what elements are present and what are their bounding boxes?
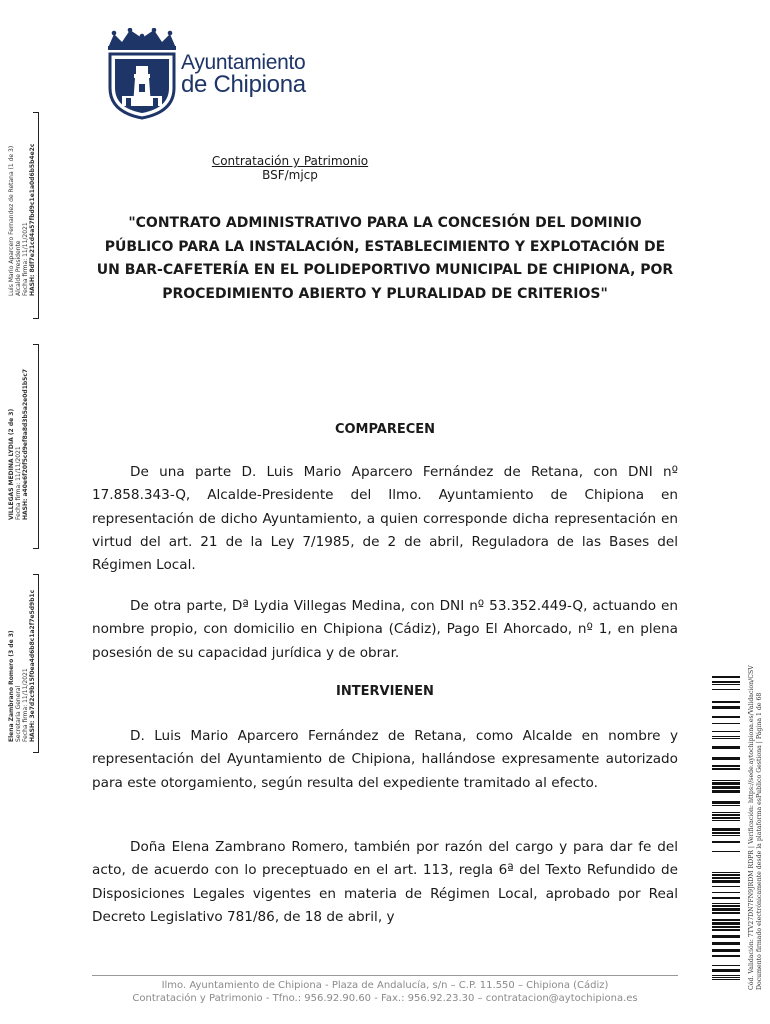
verification-text (748, 665, 764, 990)
signer-role: Secretaria General (15, 685, 22, 742)
paragraph-text: Doña Elena Zambrano Romero, también por razón del cargo y para dar fe del acto, de acuerdo con lo preceptuado en el art. 113, regla 6ª del Texto Refundido de Disposiciones Legales vigentes en materia de Régimen Local, aprobado por Real Decreto Legislativo 781/86, de 18 de abril, y (92, 839, 678, 925)
barcode-icon (712, 676, 740, 988)
paragraph-text: D. Luis Mario Aparcero Fernández de Retana, como Alcalde en nombre y representación del Ayuntamiento de Chipiona, hallándose expresamente autorizado para este otorgamiento, según resulta del expediente tramitado al efecto. (92, 728, 678, 791)
paragraph-intervienen-2 (92, 836, 678, 929)
signature-date: Fecha firma: 11/11/2021 (22, 668, 29, 742)
signature-hash: HASH: a40e6f20f5cd9ef8a8d3b5a2e0d1b5c7 (22, 368, 29, 520)
paragraph-comparecen-2 (92, 595, 678, 665)
signer-name: Luis Mario Aparcero Fernandez de Retana (1 de 3) (8, 145, 15, 296)
signer-name: VILLEGAS MEDINA LYDIA (2 de 3) (8, 408, 15, 520)
department-block (150, 154, 430, 182)
verification-line-2: Documento firmado electrónicamente desde la plataforma esPublico Gestiona | Página 1 de 68 (756, 692, 763, 990)
paragraph-comparecen-1 (92, 461, 678, 577)
footer-divider (92, 975, 678, 976)
heading-comparecen: COMPARECEN (334, 422, 436, 437)
footer-line-2: Contratación y Patrimonio - Tfno.: 956.92.90.60 - Fax.: 956.92.23.30 – contratacion@aytochipiona.es (132, 993, 638, 1004)
logo-line-2: de Chipiona (181, 71, 306, 98)
paragraph-text: De otra parte, Dª Lydia Villegas Medina, con DNI nº 53.352.449-Q, actuando en nombre propio, con domicilio en Chipiona (Cádiz), Pago El Ahorcado, nº 1, en plena posesión de su capacidad jurídica y de obrar. (92, 598, 678, 661)
paragraph-intervienen-1 (92, 725, 678, 795)
signature-date: Fecha firma: 11/11/2021 (15, 446, 22, 520)
signature-hash: HASH: 3e7d2c9b15f0ea4d6b8c1a2f7e5d9b1c (29, 589, 36, 742)
coat-of-arms-icon (104, 28, 180, 120)
department-name: Contratación y Patrimonio (211, 154, 369, 168)
logo-line-1: Ayuntamiento (181, 51, 306, 74)
signature-hash: HASH: 8df7e21cd4a57fbd9c1e1a0d6b5b4e2c (29, 143, 36, 296)
contract-title: "CONTRATO ADMINISTRATIVO PARA LA CONCESIÓN DEL DOMINIO PÚBLICO PARA LA INSTALACIÓN, ESTABLECIMIENTO Y EXPLOTACIÓN DE UN BAR-CAFETERÍA EN EL POLIDEPORTIVO MUNICIPAL DE CHIPIONA, POR PROCEDIMIENTO ABIERTO Y PLURALIDAD DE CRITERIOS" (96, 215, 674, 302)
signature-date: Fecha firma: 11/11/2021 (22, 222, 29, 296)
signer-role: Alcalde Presidente (15, 240, 22, 296)
footer-line-1: Ilmo. Ayuntamiento de Chipiona - Plaza de Andalucía, s/n – C.P. 11.550 – Chipiona (Cádiz) (161, 980, 609, 991)
verification-line-1: Cód. Validación: 7TV27DN7FN9JRDM RDPR | Verificación: https://sede.aytochipiona.es/Validacion/CSV (748, 665, 755, 990)
ayuntamiento-logo (104, 28, 334, 120)
department-ref: BSF/mjcp (262, 168, 318, 182)
footer (92, 979, 678, 1005)
paragraph-text: De una parte D. Luis Mario Aparcero Fernández de Retana, con DNI nº 17.858.343-Q, Alcalde-Presidente del Ilmo. Ayuntamiento de Chipiona en representación de dicho Ayuntamiento, a quien corresponde dicha representación en virtud del art. 21 de la Ley 7/1985, de 2 de abril, Reguladora de las Bases del Régimen Local. (92, 464, 678, 574)
signer-name: Elena Zambrano Romero (3 de 3) (8, 630, 15, 742)
heading-intervienen: INTERVIENEN (336, 684, 434, 699)
